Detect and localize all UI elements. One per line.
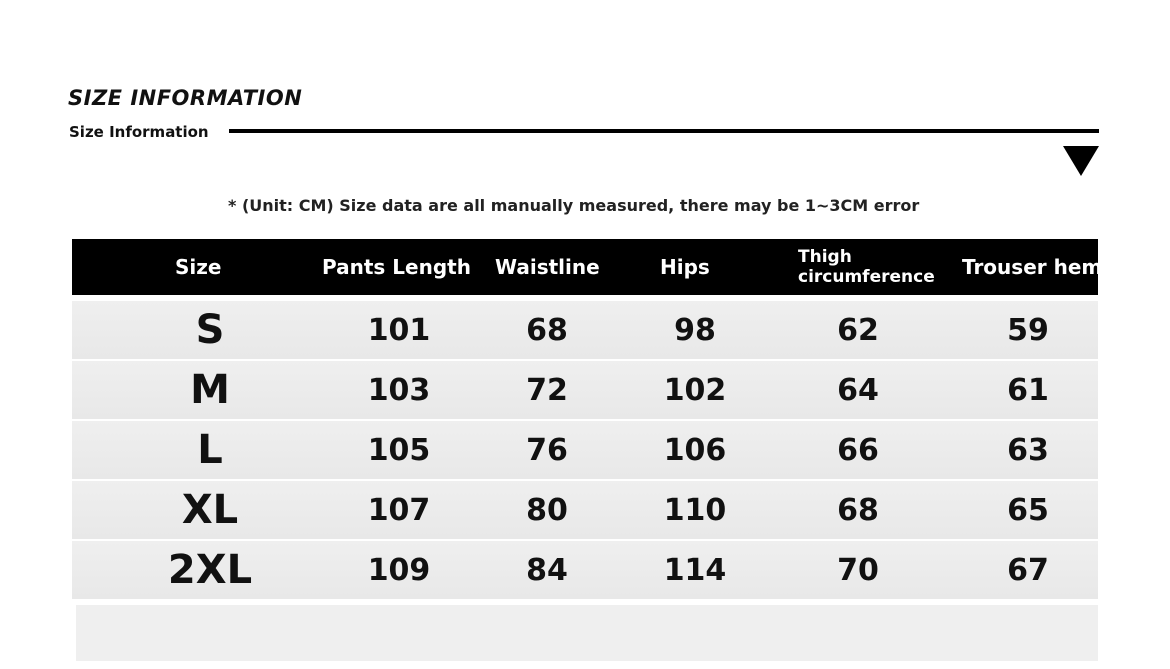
cell-thigh: 70 (837, 552, 879, 588)
cell-thigh: 66 (837, 432, 879, 468)
table-header (72, 239, 1103, 295)
cell-trouser-hem: 67 (1007, 552, 1049, 588)
cell-pants-length: 109 (367, 552, 431, 588)
empty-table-row (76, 605, 1098, 663)
table-row (72, 421, 1098, 481)
page-subtitle: Size Information (69, 123, 209, 141)
size-table (72, 239, 1103, 663)
column-header-waistline: Waistline (495, 255, 600, 279)
cell-waistline: 76 (526, 432, 568, 468)
cell-hips: 102 (663, 372, 727, 408)
table-row (72, 481, 1098, 541)
cell-pants-length: 101 (367, 312, 431, 348)
cell-waistline: 72 (526, 372, 568, 408)
column-header-thigh-circumference: Thigh circumference (798, 247, 935, 287)
table-body (72, 301, 1098, 663)
cell-pants-length: 105 (367, 432, 431, 468)
cell-size: 2XL (167, 547, 253, 593)
cell-hips: 98 (674, 312, 716, 348)
cell-thigh: 64 (837, 372, 879, 408)
cell-size: M (190, 367, 230, 413)
cell-waistline: 68 (526, 312, 568, 348)
divider-line (229, 129, 1099, 133)
cell-thigh: 68 (837, 492, 879, 528)
cell-hips: 110 (663, 492, 727, 528)
cell-trouser-hem: 61 (1007, 372, 1049, 408)
table-row (72, 361, 1098, 421)
column-header-size: Size (175, 255, 222, 279)
cell-hips: 114 (663, 552, 727, 588)
cell-trouser-hem: 65 (1007, 492, 1049, 528)
cell-size: XL (181, 487, 239, 533)
cell-waistline: 84 (526, 552, 568, 588)
cell-pants-length: 107 (367, 492, 431, 528)
cell-trouser-hem: 63 (1007, 432, 1049, 468)
cell-waistline: 80 (526, 492, 568, 528)
table-row (72, 301, 1098, 361)
cell-hips: 106 (663, 432, 727, 468)
table-row (72, 541, 1098, 601)
column-header-hips: Hips (660, 255, 710, 279)
down-triangle-icon (1063, 146, 1099, 176)
column-header-trouser-hem: Trouser hem (962, 255, 1103, 279)
cell-trouser-hem: 59 (1007, 312, 1049, 348)
cell-size: S (195, 307, 225, 353)
page-title: SIZE INFORMATION (68, 86, 303, 110)
measurement-note: * (Unit: CM) Size data are all manually measured, there may be 1~3CM error (228, 196, 920, 215)
cell-size: L (197, 427, 223, 473)
column-header-pants-length: Pants Length (322, 255, 471, 279)
cell-thigh: 62 (837, 312, 879, 348)
cell-pants-length: 103 (367, 372, 431, 408)
